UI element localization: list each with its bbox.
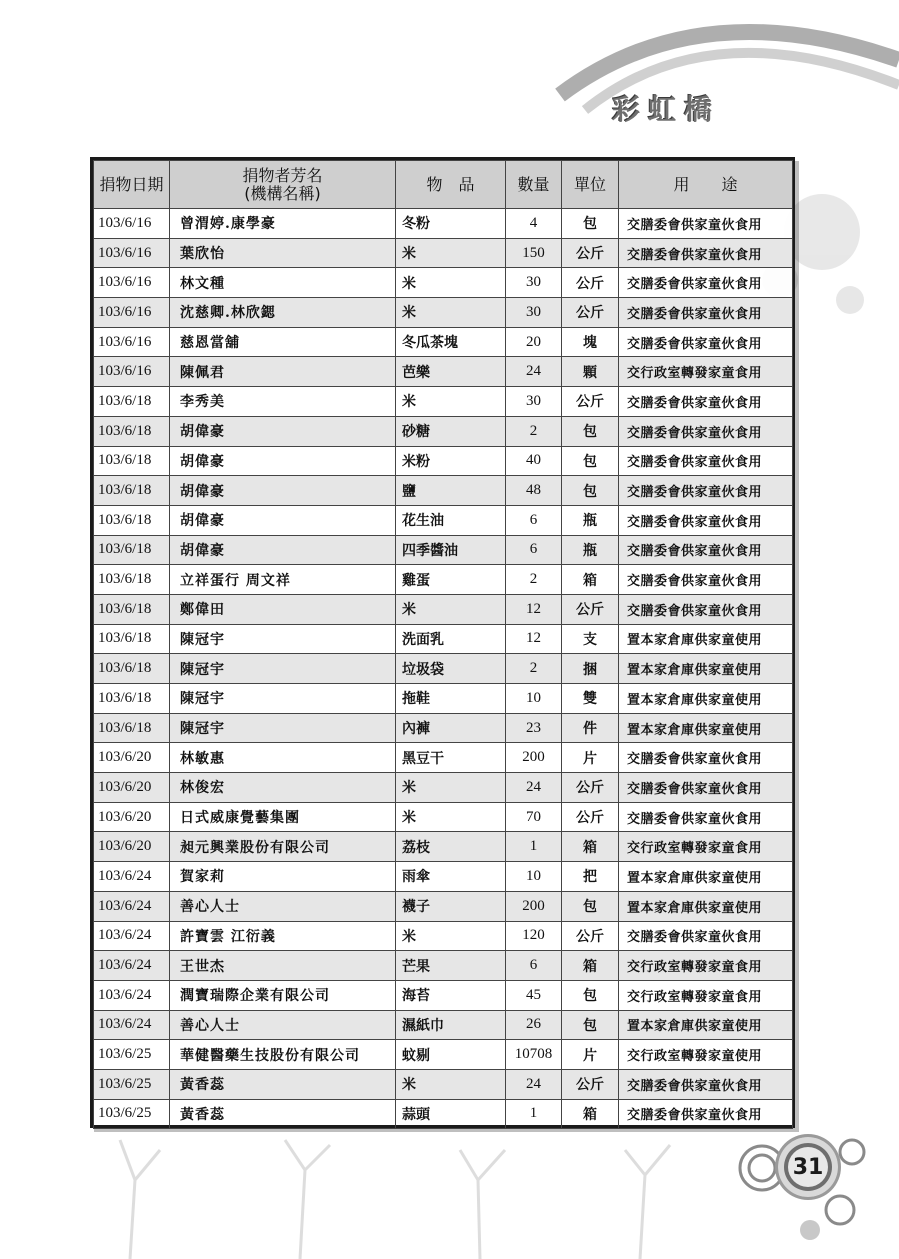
cell-date: 103/6/24	[94, 862, 170, 892]
cell-item: 內褲	[396, 713, 506, 743]
table-body	[94, 209, 793, 1129]
header-donor: 捐物者芳名 (機構名稱)	[170, 161, 396, 209]
cell-unit: 包	[562, 1010, 619, 1040]
cell-unit: 公斤	[562, 921, 619, 951]
cell-quantity: 2	[506, 565, 562, 595]
cell-donor: 日式威康覺藝集團	[170, 802, 396, 832]
cell-purpose: 交膳委會供家童伙食用	[619, 209, 793, 239]
cell-quantity: 24	[506, 357, 562, 387]
cell-unit: 公斤	[562, 594, 619, 624]
cell-quantity: 30	[506, 268, 562, 298]
cell-item: 米	[396, 387, 506, 417]
table-row	[94, 802, 793, 832]
cell-donor: 胡偉豪	[170, 535, 396, 565]
cell-quantity: 48	[506, 476, 562, 506]
cell-purpose: 交膳委會供家童伙食用	[619, 446, 793, 476]
cell-donor: 鄭偉田	[170, 594, 396, 624]
cell-item: 四季醬油	[396, 535, 506, 565]
cell-quantity: 10	[506, 684, 562, 714]
cell-quantity: 200	[506, 743, 562, 773]
cell-quantity: 24	[506, 773, 562, 803]
cell-date: 103/6/18	[94, 416, 170, 446]
page-number: 31	[788, 1147, 828, 1187]
page-number-badge	[778, 1137, 838, 1197]
cell-donor: 胡偉豪	[170, 446, 396, 476]
cell-unit: 包	[562, 891, 619, 921]
header-purpose: 用 途	[619, 161, 793, 209]
table-row	[94, 1010, 793, 1040]
cell-purpose: 交膳委會供家童伙食用	[619, 238, 793, 268]
donation-table-container	[90, 157, 795, 1128]
cell-unit: 箱	[562, 832, 619, 862]
cell-date: 103/6/18	[94, 654, 170, 684]
cell-quantity: 1	[506, 1099, 562, 1129]
table-row	[94, 565, 793, 595]
cell-unit: 件	[562, 713, 619, 743]
cell-unit: 瓶	[562, 535, 619, 565]
table-row	[94, 891, 793, 921]
cell-item: 米	[396, 594, 506, 624]
table-row	[94, 357, 793, 387]
table-row	[94, 268, 793, 298]
cell-date: 103/6/25	[94, 1040, 170, 1070]
cell-purpose: 交膳委會供家童伙食用	[619, 476, 793, 506]
cell-donor: 胡偉豪	[170, 505, 396, 535]
cell-unit: 瓶	[562, 505, 619, 535]
cell-quantity: 6	[506, 535, 562, 565]
cell-unit: 公斤	[562, 802, 619, 832]
cell-unit: 把	[562, 862, 619, 892]
cell-date: 103/6/18	[94, 684, 170, 714]
cell-quantity: 12	[506, 594, 562, 624]
header-item: 物 品	[396, 161, 506, 209]
cell-item: 冬粉	[396, 209, 506, 239]
cell-item: 米	[396, 238, 506, 268]
cell-purpose: 交膳委會供家童伙食用	[619, 565, 793, 595]
cell-date: 103/6/18	[94, 505, 170, 535]
cell-quantity: 120	[506, 921, 562, 951]
cell-date: 103/6/24	[94, 921, 170, 951]
cell-donor: 善心人士	[170, 891, 396, 921]
table-row	[94, 298, 793, 328]
cell-donor: 賀家莉	[170, 862, 396, 892]
cell-date: 103/6/18	[94, 565, 170, 595]
cell-purpose: 置本家倉庫供家童使用	[619, 891, 793, 921]
cell-purpose: 交膳委會供家童伙食用	[619, 1099, 793, 1129]
cell-item: 米	[396, 802, 506, 832]
cell-donor: 立祥蛋行 周文祥	[170, 565, 396, 595]
cell-quantity: 45	[506, 980, 562, 1010]
table-row	[94, 773, 793, 803]
cell-item: 冬瓜茶塊	[396, 327, 506, 357]
cell-unit: 箱	[562, 951, 619, 981]
cell-purpose: 置本家倉庫供家童使用	[619, 684, 793, 714]
table-row	[94, 1099, 793, 1129]
cell-quantity: 12	[506, 624, 562, 654]
donation-table	[93, 160, 793, 1129]
cell-purpose: 交行政室轉發家童食用	[619, 951, 793, 981]
cell-date: 103/6/24	[94, 1010, 170, 1040]
cell-unit: 包	[562, 446, 619, 476]
cell-item: 鹽	[396, 476, 506, 506]
table-row	[94, 238, 793, 268]
cell-item: 米	[396, 773, 506, 803]
cell-item: 拖鞋	[396, 684, 506, 714]
cell-donor: 黃香蕊	[170, 1099, 396, 1129]
cell-unit: 公斤	[562, 298, 619, 328]
cell-unit: 顆	[562, 357, 619, 387]
cell-date: 103/6/18	[94, 535, 170, 565]
cell-donor: 陳冠宇	[170, 624, 396, 654]
cell-date: 103/6/24	[94, 980, 170, 1010]
table-row	[94, 624, 793, 654]
table-row	[94, 713, 793, 743]
cell-purpose: 交膳委會供家童伙食用	[619, 1069, 793, 1099]
cell-purpose: 交膳委會供家童伙食用	[619, 921, 793, 951]
cell-quantity: 40	[506, 446, 562, 476]
cell-unit: 箱	[562, 565, 619, 595]
cell-unit: 公斤	[562, 773, 619, 803]
table-header-row	[94, 161, 793, 209]
cell-quantity: 70	[506, 802, 562, 832]
cell-unit: 包	[562, 476, 619, 506]
cell-item: 雞蛋	[396, 565, 506, 595]
cell-date: 103/6/16	[94, 327, 170, 357]
cell-purpose: 交膳委會供家童伙食用	[619, 268, 793, 298]
cell-purpose: 置本家倉庫供家童使用	[619, 713, 793, 743]
table-row	[94, 446, 793, 476]
cell-purpose: 交膳委會供家童伙食用	[619, 298, 793, 328]
cell-unit: 公斤	[562, 238, 619, 268]
table-row	[94, 951, 793, 981]
cell-donor: 華健醫藥生技股份有限公司	[170, 1040, 396, 1070]
table-row	[94, 387, 793, 417]
cell-item: 米粉	[396, 446, 506, 476]
cell-item: 芭樂	[396, 357, 506, 387]
cell-purpose: 置本家倉庫供家童使用	[619, 624, 793, 654]
cell-purpose: 置本家倉庫供家童使用	[619, 1010, 793, 1040]
cell-purpose: 交膳委會供家童伙食用	[619, 327, 793, 357]
cell-date: 103/6/20	[94, 802, 170, 832]
cell-purpose: 交膳委會供家童伙食用	[619, 802, 793, 832]
cell-date: 103/6/18	[94, 446, 170, 476]
cell-quantity: 200	[506, 891, 562, 921]
table-row	[94, 1040, 793, 1070]
cell-donor: 王世杰	[170, 951, 396, 981]
table-row	[94, 654, 793, 684]
cell-item: 雨傘	[396, 862, 506, 892]
cell-unit: 包	[562, 980, 619, 1010]
cell-date: 103/6/16	[94, 209, 170, 239]
cell-unit: 包	[562, 209, 619, 239]
cell-date: 103/6/16	[94, 238, 170, 268]
table-row	[94, 684, 793, 714]
cell-donor: 昶元興業股份有限公司	[170, 832, 396, 862]
cell-date: 103/6/24	[94, 891, 170, 921]
cell-donor: 潤寶瑞際企業有限公司	[170, 980, 396, 1010]
cell-item: 米	[396, 1069, 506, 1099]
cell-quantity: 20	[506, 327, 562, 357]
cell-date: 103/6/16	[94, 268, 170, 298]
cell-quantity: 24	[506, 1069, 562, 1099]
cell-quantity: 150	[506, 238, 562, 268]
cell-donor: 黃香蕊	[170, 1069, 396, 1099]
cell-purpose: 交膳委會供家童伙食用	[619, 505, 793, 535]
cell-quantity: 23	[506, 713, 562, 743]
table-row	[94, 416, 793, 446]
cell-item: 海苔	[396, 980, 506, 1010]
cell-donor: 曾渭婷.康學豪	[170, 209, 396, 239]
table-row	[94, 209, 793, 239]
cell-item: 黑豆干	[396, 743, 506, 773]
cell-item: 洗面乳	[396, 624, 506, 654]
cell-donor: 許寶雲 江衍義	[170, 921, 396, 951]
cell-item: 荔枝	[396, 832, 506, 862]
cell-date: 103/6/25	[94, 1069, 170, 1099]
table-row	[94, 832, 793, 862]
cell-item: 米	[396, 921, 506, 951]
table-row	[94, 743, 793, 773]
cell-quantity: 2	[506, 416, 562, 446]
cell-donor: 沈慈卿.林欣鍶	[170, 298, 396, 328]
cell-date: 103/6/18	[94, 624, 170, 654]
cell-unit: 片	[562, 1040, 619, 1070]
cell-quantity: 26	[506, 1010, 562, 1040]
cell-purpose: 交膳委會供家童伙食用	[619, 773, 793, 803]
table-row	[94, 327, 793, 357]
cell-donor: 胡偉豪	[170, 416, 396, 446]
cell-donor: 慈恩當舖	[170, 327, 396, 357]
cell-date: 103/6/20	[94, 773, 170, 803]
cell-item: 芒果	[396, 951, 506, 981]
cell-quantity: 1	[506, 832, 562, 862]
cell-quantity: 10708	[506, 1040, 562, 1070]
cell-quantity: 6	[506, 951, 562, 981]
cell-donor: 陳冠宇	[170, 684, 396, 714]
cell-date: 103/6/16	[94, 298, 170, 328]
cell-donor: 李秀美	[170, 387, 396, 417]
cell-donor: 林敏惠	[170, 743, 396, 773]
cell-unit: 公斤	[562, 387, 619, 417]
cell-donor: 陳冠宇	[170, 654, 396, 684]
cell-unit: 包	[562, 416, 619, 446]
cell-date: 103/6/18	[94, 476, 170, 506]
cell-unit: 雙	[562, 684, 619, 714]
table-row	[94, 535, 793, 565]
header-unit: 單位	[562, 161, 619, 209]
cell-date: 103/6/24	[94, 951, 170, 981]
cell-unit: 片	[562, 743, 619, 773]
cell-purpose: 交膳委會供家童伙食用	[619, 594, 793, 624]
cell-donor: 葉欣怡	[170, 238, 396, 268]
cell-unit: 公斤	[562, 268, 619, 298]
cell-date: 103/6/20	[94, 743, 170, 773]
cell-item: 花生油	[396, 505, 506, 535]
cell-donor: 善心人士	[170, 1010, 396, 1040]
cell-quantity: 6	[506, 505, 562, 535]
cell-donor: 陳佩君	[170, 357, 396, 387]
cell-purpose: 交行政室轉發家童食用	[619, 832, 793, 862]
cell-quantity: 10	[506, 862, 562, 892]
cell-purpose: 置本家倉庫供家童使用	[619, 654, 793, 684]
cell-purpose: 交膳委會供家童伙食用	[619, 743, 793, 773]
cell-item: 濕紙巾	[396, 1010, 506, 1040]
table-row	[94, 1069, 793, 1099]
header-quantity: 數量	[506, 161, 562, 209]
cell-donor: 陳冠宇	[170, 713, 396, 743]
cell-donor: 林文種	[170, 268, 396, 298]
table-row	[94, 921, 793, 951]
cell-quantity: 2	[506, 654, 562, 684]
cell-quantity: 4	[506, 209, 562, 239]
header-date: 捐物日期	[94, 161, 170, 209]
cell-date: 103/6/18	[94, 387, 170, 417]
cell-date: 103/6/16	[94, 357, 170, 387]
cell-unit: 支	[562, 624, 619, 654]
section-title: 彩虹橋	[612, 93, 721, 126]
cell-purpose: 交行政室轉發家童食用	[619, 980, 793, 1010]
cell-date: 103/6/20	[94, 832, 170, 862]
cell-unit: 公斤	[562, 1069, 619, 1099]
cell-unit: 塊	[562, 327, 619, 357]
cell-date: 103/6/25	[94, 1099, 170, 1129]
cell-purpose: 交膳委會供家童伙食用	[619, 535, 793, 565]
cell-item: 垃圾袋	[396, 654, 506, 684]
cell-quantity: 30	[506, 387, 562, 417]
cell-item: 砂糖	[396, 416, 506, 446]
cell-item: 蚊剔	[396, 1040, 506, 1070]
cell-unit: 箱	[562, 1099, 619, 1129]
table-row	[94, 980, 793, 1010]
cell-date: 103/6/18	[94, 713, 170, 743]
table-row	[94, 862, 793, 892]
cell-unit: 捆	[562, 654, 619, 684]
cell-purpose: 交膳委會供家童伙食用	[619, 416, 793, 446]
cell-item: 米	[396, 268, 506, 298]
table-row	[94, 505, 793, 535]
cell-purpose: 置本家倉庫供家童使用	[619, 862, 793, 892]
cell-item: 襪子	[396, 891, 506, 921]
cell-quantity: 30	[506, 298, 562, 328]
cell-item: 蒜頭	[396, 1099, 506, 1129]
cell-purpose: 交膳委會供家童伙食用	[619, 387, 793, 417]
cell-purpose: 交行政室轉發家童使用	[619, 1040, 793, 1070]
cell-date: 103/6/18	[94, 594, 170, 624]
cell-item: 米	[396, 298, 506, 328]
cell-donor: 林俊宏	[170, 773, 396, 803]
table-row	[94, 594, 793, 624]
cell-purpose: 交行政室轉發家童食用	[619, 357, 793, 387]
table-row	[94, 476, 793, 506]
cell-donor: 胡偉豪	[170, 476, 396, 506]
